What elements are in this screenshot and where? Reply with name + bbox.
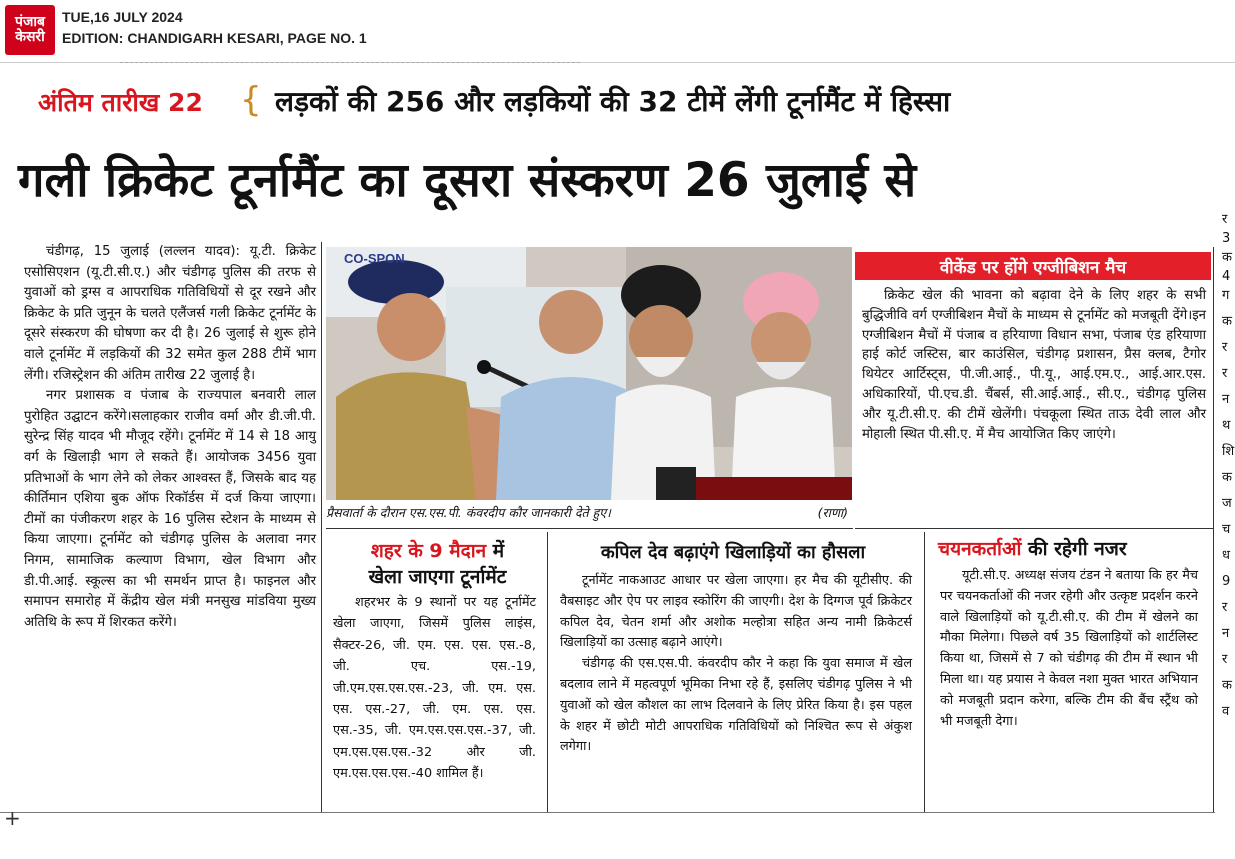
edge-fragment: शि bbox=[1222, 444, 1235, 459]
crop-mark-icon: + bbox=[4, 806, 21, 830]
selectors-rule bbox=[1213, 532, 1214, 812]
edge-fragment: च bbox=[1222, 522, 1231, 537]
selectors-heading-red: चयनकर्ताओं bbox=[938, 538, 1022, 560]
kicker-text: लड़कों की 256 और लड़कियों की 32 टीमें लेंगी टूर्नामैंट में हिस्सा bbox=[275, 85, 951, 118]
edge-fragment: 3 bbox=[1222, 231, 1231, 246]
edge-fragment: ग bbox=[1222, 288, 1230, 303]
main-headline: गली क्रिकेट टूर्नामैंट का दूसरा संस्करण 26 जुलाई से bbox=[18, 153, 917, 208]
grounds-text bbox=[333, 592, 536, 785]
press-conference-photo bbox=[326, 247, 852, 500]
issue-date: TUE,16 JULY 2024 bbox=[62, 9, 183, 25]
edge-fragment: थ bbox=[1222, 418, 1231, 433]
grounds-heading bbox=[330, 538, 545, 590]
edge-fragment: क bbox=[1222, 470, 1232, 485]
lead-column bbox=[24, 242, 316, 633]
edition-info: EDITION: CHANDIGARH KESARI, PAGE NO. 1 bbox=[62, 30, 367, 46]
kicker-highlight: अंतिम तारीख 22 bbox=[38, 88, 203, 117]
photo-credit: (राणा) bbox=[817, 505, 848, 520]
grounds-heading-red: शहर के 9 मैदान bbox=[370, 540, 487, 562]
caption-text: प्रैसवार्ता के दौरान एस.एस.पी. कंवरदीप कौर जानकारी देते हुए। bbox=[326, 505, 611, 520]
kapil-heading: कपिल देव बढ़ाएंगे खिलाड़ियों का हौसला bbox=[600, 542, 866, 563]
selectors-text bbox=[940, 566, 1198, 732]
kapil-text bbox=[560, 571, 912, 758]
edge-fragment: न bbox=[1222, 626, 1230, 641]
kapil-rule bbox=[924, 532, 925, 812]
weekend-heading: वीकेंड पर होंगे एग्जीबिशन मैच bbox=[855, 252, 1211, 280]
weekend-paragraph: क्रिकेट खेल की भावना को बढ़ावा देने के लिए शहर के सभी बुद्धिजीवि वर्ग एग्जीबिशन मैचों के माध्यम से टूर्नामेंट को मजबूती देंगे।इन एग्जीबिशन मैचों में पंजाब व हरियाणा विधान सभा, पंजाब एंड हरियाणा हाई कोर्ट जस्टिस, बार काउंसिल, चंडीगढ़ प्रशासन, प्रैस क्लब, टैगोर थियेटर आर्टिस्ट्स, पी.जी.आई., पी.यू., आई.एम.ए., आई.आर.एस. अधिकारियों, पी.एच.डी. चैंबर्स, सी.आई.आई., सी.ए., चंडीगढ़ पुलिस और यू.टी.सी.ए. की टीमें खेलेंगी। पंचकूला स्थित ताऊ देवी लाल और मोहाली स्थित पी.सी.ए. में मैच आयोजित किए जाएंगे। bbox=[862, 288, 1206, 442]
grounds-heading-line2: खेला जाएगा टूर्नामेंट bbox=[368, 566, 507, 588]
edge-fragment: र bbox=[1222, 366, 1228, 381]
weekend-text bbox=[862, 286, 1206, 444]
edge-fragment: ध bbox=[1222, 548, 1230, 563]
box-bottom-rule bbox=[855, 528, 1213, 529]
edge-fragment: क bbox=[1222, 678, 1232, 693]
selectors-heading-rest: की रहेगी नजर bbox=[1028, 538, 1127, 560]
adjacent-article-fragment bbox=[1222, 210, 1235, 728]
kicker-brace-icon: { bbox=[240, 80, 262, 120]
edge-fragment: क bbox=[1222, 314, 1232, 329]
photo-banner-text: CO-SPON bbox=[344, 251, 405, 266]
edge-fragment: र bbox=[1222, 340, 1228, 355]
cut-line bbox=[120, 62, 580, 63]
logo-line2: केसरी bbox=[15, 29, 45, 45]
selectors-heading bbox=[938, 536, 1200, 562]
edge-fragment: व bbox=[1222, 704, 1230, 719]
edge-fragment: क bbox=[1222, 250, 1232, 265]
bottom-rule bbox=[0, 812, 1215, 813]
lead-paragraph-2: नगर प्रशासक व पंजाब के राज्यपाल बनवारी लाल पुरोहित उद्घाटन करेंगे।सलाहकार राजीव वर्मा और डी.जी.पी. सुरेन्द्र सिंह यादव भी मौजूद रहेंगे। टूर्नामेंट में 14 से 18 आयु वर्ग के खिलाड़ी भाग ले सकते हैं। आयोजक 3456 युवा प्रतिभाओं के भाग लेने को लेकर आश्वस्त हैं, जिसके बाद यह कीर्तिमान एशिया बुक ऑफ रिकॉर्डस में दर्ज किया जाएगा। टीमों का पंजीकरण शहर के 16 पुलिस स्टेशन के माध्यम से किया जाएगा। टूर्नामेंट को चंडीगढ़ पुलिस के अलावा नगर निगम, सामाजिक कल्याण विभाग, खेल विभाग और डी.पी.आई. स्कूल्स का भी समर्थन प्राप्त है। फाइनल और समापन समारोह में केंद्रीय खेल मंत्री मनसुख मांडविया मुख्य अतिथि के रूप में शिरकत करेंगे। bbox=[24, 388, 316, 630]
box-right-rule bbox=[1213, 247, 1214, 532]
photo-caption bbox=[326, 504, 852, 521]
edge-fragment: र bbox=[1222, 212, 1228, 227]
edge-fragment: र bbox=[1222, 652, 1228, 667]
logo-line1: पंजाब bbox=[15, 14, 45, 31]
kapil-paragraph-2: चंडीगढ़ की एस.एस.पी. कंवरदीप कौर ने कहा कि युवा समाज में खेल बदलाव लाने में महत्वपूर्ण भूमिका निभा रहे हैं, इसलिए चंडीगढ़ पुलिस ने भी युवाओं को खेल कौशल का लाभ दिलवाने के लिए प्रेरित किया है। इस पहल के शहर में छोटी मोटी आपराधिक गतिविधियों को निश्चित रूप से अंकुश लगेगा। bbox=[560, 656, 912, 755]
grounds-paragraph: शहरभर के 9 स्थानों पर यह टूर्नामेंट खेला जाएगा, जिसमें पुलिस लाइंस, सैक्टर-26, जी. एम. एस. एस. एस.-8, जी. एच. एस.-19, जी.एम.एस.एस.एस.-23, जी. एम. एस. एस. एस.-27, जी. एम. एस. एस. एस.-35, जी. एम.एस.एस.एस.-37, जी. एम.एस.एस.एस.-32 और जी. एम.एस.एस.एस.-40 शामिल हैं। bbox=[333, 595, 536, 782]
edge-fragment: 9 bbox=[1222, 574, 1231, 589]
edge-fragment: र bbox=[1222, 600, 1228, 615]
grounds-rule bbox=[547, 532, 548, 812]
selectors-paragraph: यूटी.सी.ए. अध्यक्ष संजय टंडन ने बताया कि हर मैच पर चयनकर्ताओं की नजर रहेगी और उत्कृष्ट प्रदर्शन करने वाले खिलाड़ियों को यू.टी.सी.ए. की टीम में खेलने का मौका मिलेगा। पिछले वर्ष 35 खिलाड़ियों को शार्टलिस्ट किया था, जिसमें से 7 को चंडीगढ़ की टीम में स्थान भी मिला था। यह प्रयास ने केवल नशा मुक्त भारत अभियान को मजबूती प्रदान करेगा, बल्कि टीम की बैंच स्ट्रैंथ को भी मजबूती देगा। bbox=[940, 568, 1198, 729]
edge-fragment: ज bbox=[1222, 496, 1232, 511]
kapil-paragraph-1: टूर्नामेंट नाकआउट आधार पर खेला जाएगा। हर मैच की यूटीसीए. की वैबसाइट और ऐप पर लाइव स्कोरिंग की जाएगी। देश के दिग्गज पूर्व क्रिकेटर कपिल देव, चेतन शर्मा और अशोक मल्होत्रा सहित अन्य नामी क्रिकेटर्स खिलाड़ियों का उत्साह बढ़ाने आएंगे। bbox=[560, 573, 912, 651]
photo-illustration bbox=[326, 247, 852, 500]
newspaper-logo bbox=[5, 5, 55, 55]
lead-paragraph-1: चंडीगढ़, 15 जुलाई (लल्लन यादव): यू.टी. क्रिकेट एसोसिएशन (यू.टी.सी.ए.) और चंडीगढ़ पुलिस की तरफ से युवाओं को ड्रग्स व आपराधिक गतिविधियों से दूर रखने और क्रिकेट के प्रति जुनून के चलते एलैंजर्स गली क्रिकेट टूर्नामेंट के दूसरे संस्करण की घोषणा कर दी है। 26 जुलाई से शुरू होने वाले टूर्नामेंट में लड़कियों की 32 समेत कुल 288 टीमें भाग लेंगी। रजिस्ट्रेशन की अंतिम तारीख 22 जुलाई है। bbox=[24, 244, 316, 383]
edge-fragment: 4 bbox=[1222, 269, 1231, 284]
edge-fragment: न bbox=[1222, 392, 1230, 407]
grounds-heading-rest: में bbox=[492, 540, 505, 562]
photo-rule bbox=[326, 528, 853, 529]
column-rule bbox=[321, 242, 322, 812]
